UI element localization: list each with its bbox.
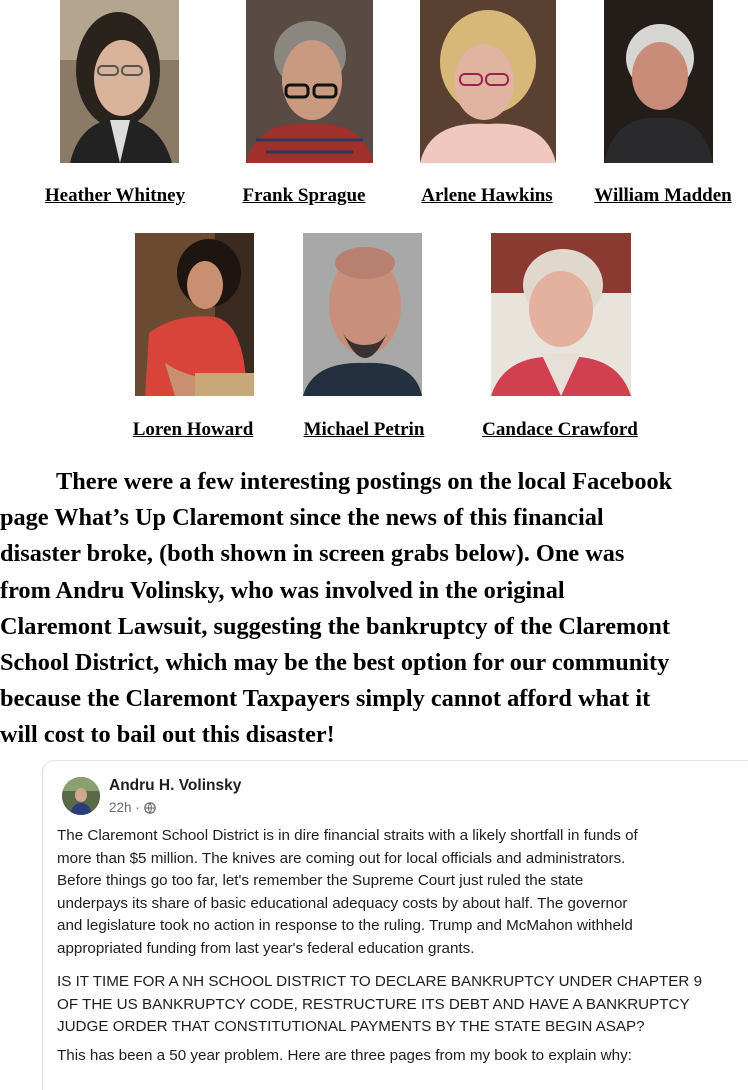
article-line: will cost to bail out this disaster! bbox=[0, 721, 335, 749]
name-loren-howard: Loren Howard bbox=[132, 419, 254, 440]
post-line: more than $5 million. The knives are coming out for local officials and administrators. bbox=[57, 849, 626, 867]
post-line: OF THE US BANKRUPTCY CODE, RESTRUCTURE ITS DEBT AND HAVE A BANKRUPTCY bbox=[57, 995, 690, 1013]
photo-candace-crawford bbox=[491, 233, 631, 396]
name-heather-whitney: Heather Whitney bbox=[44, 185, 186, 206]
photo-william-madden bbox=[604, 0, 713, 163]
photo-loren-howard bbox=[135, 233, 254, 396]
name-candace-crawford: Candace Crawford bbox=[482, 419, 638, 440]
author-avatar[interactable] bbox=[62, 777, 100, 815]
name-arlene-hawkins: Arlene Hawkins bbox=[421, 185, 553, 206]
photo-heather-whitney bbox=[60, 0, 179, 163]
post-line: Before things go too far, let's remember the Supreme Court just ruled the state bbox=[57, 872, 584, 890]
post-time[interactable]: 22h · bbox=[109, 800, 140, 815]
post-line: The Claremont School District is in dire financial straits with a likely shortfall in funds of bbox=[57, 827, 638, 844]
name-frank-sprague: Frank Sprague bbox=[242, 185, 366, 206]
author-name[interactable]: Andru H. Volinsky bbox=[109, 777, 242, 794]
post-paragraph-2 bbox=[57, 971, 702, 1039]
post-line: IS IT TIME FOR A NH SCHOOL DISTRICT TO DECLARE BANKRUPTCY UNDER CHAPTER 9 bbox=[57, 973, 703, 990]
facebook-post bbox=[42, 760, 748, 1090]
article-line: School District, which may be the best option for our community bbox=[0, 649, 670, 677]
name-william-madden: William Madden bbox=[594, 185, 732, 206]
article-line: disaster broke, (both shown in screen grabs below). One was bbox=[0, 540, 625, 568]
article-line: There were a few interesting postings on the local Facebook bbox=[56, 468, 673, 495]
photo-frank-sprague bbox=[246, 0, 373, 163]
article-line: page What’s Up Claremont since the news of this financial bbox=[0, 504, 604, 532]
name-michael-petrin: Michael Petrin bbox=[303, 419, 425, 440]
post-line: appropriated funding from last year's federal education grants. bbox=[57, 939, 475, 957]
photo-arlene-hawkins bbox=[420, 0, 556, 163]
post-line: and legislature took no action in response to the ruling. Trump and McMahon withheld bbox=[57, 917, 633, 935]
post-line: underpays its share of basic educational adequacy costs by about half. The governor bbox=[57, 894, 628, 912]
post-paragraph-3 bbox=[57, 1045, 632, 1068]
photo-michael-petrin bbox=[303, 233, 422, 396]
post-line: JUDGE ORDER THAT CONSTITUTIONAL PAYMENTS BY THE STATE BEGIN ASAP? bbox=[57, 1018, 645, 1036]
article-paragraph bbox=[0, 464, 748, 754]
article-line: because the Claremont Taxpayers simply cannot afford what it bbox=[0, 685, 651, 713]
article-line: from Andru Volinsky, who was involved in the original bbox=[0, 576, 565, 604]
post-meta bbox=[109, 800, 156, 815]
article-line: Claremont Lawsuit, suggesting the bankruptcy of the Claremont bbox=[0, 612, 670, 640]
globe-icon bbox=[144, 802, 156, 814]
post-paragraph-1 bbox=[57, 825, 638, 961]
post-line: This has been a 50 year problem. Here are three pages from my book to explain why: bbox=[57, 1047, 632, 1064]
